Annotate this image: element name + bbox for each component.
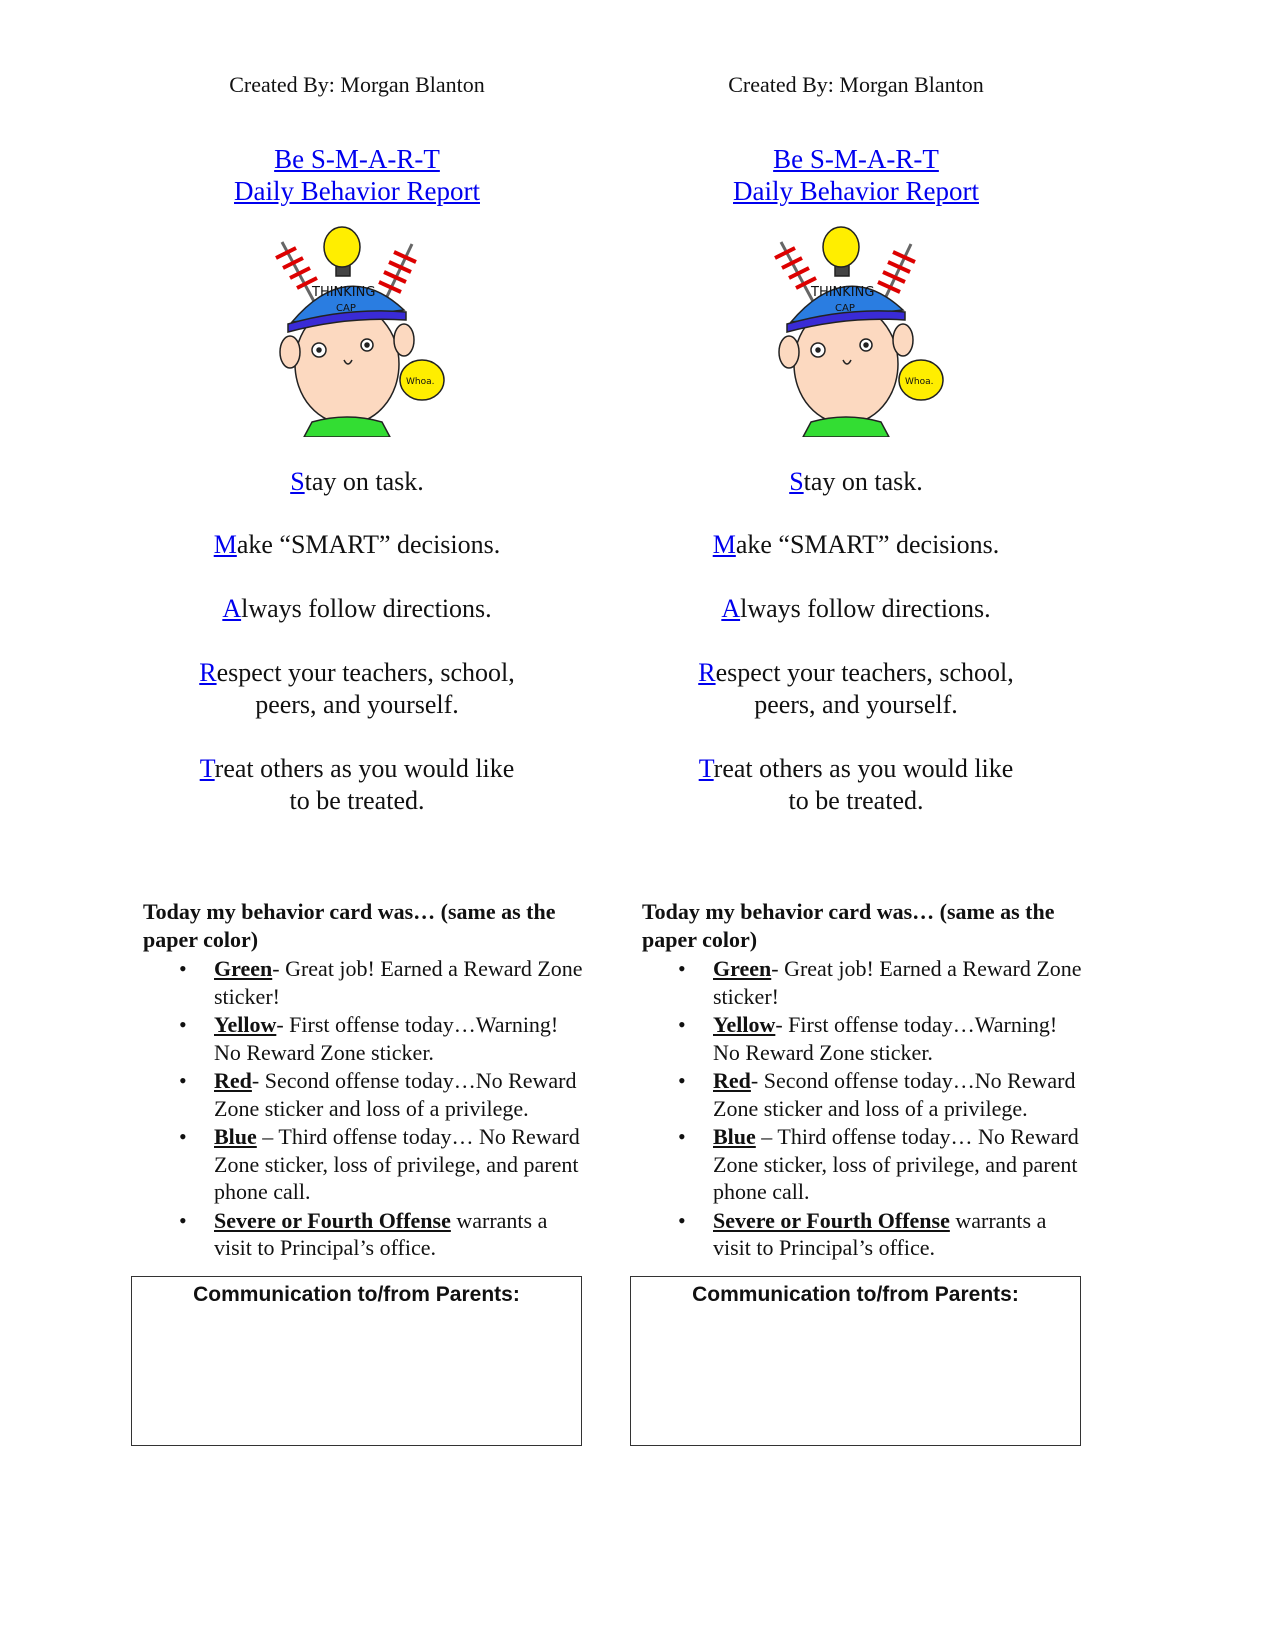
title-link-line1[interactable]: Be S-M-A-R-T: [274, 144, 440, 174]
behavior-section: [630, 898, 1082, 1446]
bullet-icon: •: [678, 1124, 686, 1149]
smart-rule: [606, 466, 1106, 498]
behavior-description: - Second offense today…No Reward Zone sticker and loss of a privilege.: [214, 1068, 577, 1121]
rule-text: lways follow directions.: [241, 594, 492, 623]
smart-rule: [107, 593, 607, 625]
behavior-section: [131, 898, 583, 1446]
report-title: [107, 143, 607, 207]
rule-text: espect your teachers, school,: [216, 658, 515, 687]
behavior-item-yellow: [143, 1011, 583, 1066]
bullet-icon: •: [678, 1068, 686, 1093]
rule-initial-link[interactable]: M: [712, 530, 736, 559]
behavior-color-label: Green: [214, 956, 273, 981]
behavior-item-blue: [642, 1123, 1082, 1206]
behavior-item-red: [143, 1067, 583, 1122]
thinking-cap-illustration: [771, 212, 951, 437]
rule-text-continued: peers, and yourself.: [754, 690, 958, 719]
bullet-icon: •: [179, 1012, 187, 1037]
rule-text-continued: peers, and yourself.: [255, 690, 459, 719]
rule-text: tay on task.: [803, 467, 923, 496]
behavior-report-card: [107, 0, 607, 1650]
rule-text: lways follow directions.: [740, 594, 991, 623]
rule-initial-link[interactable]: A: [222, 594, 242, 623]
title-link-line2[interactable]: Daily Behavior Report: [733, 176, 979, 206]
behavior-color-label: Blue: [214, 1124, 257, 1149]
behavior-color-label: Yellow: [713, 1012, 776, 1037]
author-credit: Created By: Morgan Blanton: [229, 72, 485, 97]
behavior-color-label: Red: [214, 1068, 252, 1093]
report-title: [606, 143, 1106, 207]
parent-communication-box[interactable]: [131, 1276, 582, 1446]
behavior-description: warrants a visit to Principal’s office.: [713, 1207, 1047, 1260]
behavior-color-label: Severe or Fourth Offense: [214, 1207, 451, 1233]
speech-bubble-text: Whoa.: [905, 377, 934, 387]
bullet-icon: •: [179, 1207, 187, 1233]
author-credit: Created By: Morgan Blanton: [728, 72, 984, 97]
behavior-color-label: Yellow: [214, 1012, 277, 1037]
behavior-description: - Great job! Earned a Reward Zone sticker!: [713, 956, 1082, 1009]
behavior-item-severe: [143, 1207, 583, 1262]
behavior-card-heading: Today my behavior card was… (same as the paper color): [143, 899, 556, 952]
behavior-color-label: Blue: [713, 1124, 756, 1149]
behavior-description: – Third offense today… No Reward Zone sticker, loss of privilege, and parent phone call.: [713, 1124, 1079, 1204]
rule-text: tay on task.: [304, 467, 424, 496]
rule-text: reat others as you would like: [214, 754, 515, 783]
behavior-card-heading: Today my behavior card was… (same as the paper color): [642, 899, 1055, 952]
communication-header: Communication to/from Parents:: [193, 1282, 520, 1306]
behavior-item-red: [642, 1067, 1082, 1122]
cap-text: THINKING: [312, 285, 376, 300]
behavior-item-severe: [642, 1207, 1082, 1262]
smart-rule: [107, 753, 607, 817]
smart-rule: [606, 657, 1106, 721]
behavior-report-card: [606, 0, 1106, 1650]
bullet-icon: •: [179, 956, 187, 981]
behavior-description: - First offense today…Warning! No Reward Zone sticker.: [214, 1012, 559, 1065]
rule-initial-link[interactable]: S: [290, 467, 305, 496]
bullet-icon: •: [678, 1012, 686, 1037]
rule-text: espect your teachers, school,: [715, 658, 1014, 687]
smart-rule: [107, 657, 607, 721]
rule-text: ake “SMART” decisions.: [735, 530, 1000, 559]
rule-text-continued: to be treated.: [289, 786, 425, 815]
rule-text-continued: to be treated.: [788, 786, 924, 815]
behavior-item-blue: [143, 1123, 583, 1206]
behavior-item-yellow: [642, 1011, 1082, 1066]
behavior-description: – Third offense today… No Reward Zone sticker, loss of privilege, and parent phone call.: [214, 1124, 580, 1204]
behavior-item-green: [143, 955, 583, 1010]
cap-subtext: CAP: [835, 303, 855, 314]
behavior-color-label: Green: [713, 956, 772, 981]
behavior-color-label: Severe or Fourth Offense: [713, 1207, 950, 1233]
smart-rule: [107, 466, 607, 498]
parent-communication-box[interactable]: [630, 1276, 1081, 1446]
behavior-description: - First offense today…Warning! No Reward Zone sticker.: [713, 1012, 1058, 1065]
rule-initial-link[interactable]: M: [213, 530, 237, 559]
speech-bubble-text: Whoa.: [406, 377, 435, 387]
smart-rule: [606, 593, 1106, 625]
rule-initial-link[interactable]: R: [199, 658, 217, 687]
rule-initial-link[interactable]: S: [789, 467, 804, 496]
title-link-line2[interactable]: Daily Behavior Report: [234, 176, 480, 206]
rule-initial-link[interactable]: R: [698, 658, 716, 687]
title-link-line1[interactable]: Be S-M-A-R-T: [773, 144, 939, 174]
communication-header: Communication to/from Parents:: [692, 1282, 1019, 1306]
cap-text: THINKING: [811, 285, 875, 300]
rule-text: reat others as you would like: [713, 754, 1014, 783]
bullet-icon: •: [179, 1124, 187, 1149]
behavior-description: warrants a visit to Principal’s office.: [214, 1207, 548, 1260]
thinking-cap-illustration: [272, 212, 452, 437]
bullet-icon: •: [678, 956, 686, 981]
behavior-description: - Second offense today…No Reward Zone sticker and loss of a privilege.: [713, 1068, 1076, 1121]
behavior-color-list: [143, 955, 583, 1262]
rule-initial-link[interactable]: A: [721, 594, 741, 623]
smart-rule: [606, 529, 1106, 561]
smart-rule: [107, 529, 607, 561]
rule-initial-link[interactable]: T: [199, 754, 215, 783]
behavior-color-list: [642, 955, 1082, 1262]
bullet-icon: •: [179, 1068, 187, 1093]
smart-rule: [606, 753, 1106, 817]
behavior-item-green: [642, 955, 1082, 1010]
behavior-description: - Great job! Earned a Reward Zone sticker!: [214, 956, 583, 1009]
bullet-icon: •: [678, 1207, 686, 1233]
rule-text: ake “SMART” decisions.: [236, 530, 501, 559]
rule-initial-link[interactable]: T: [698, 754, 714, 783]
behavior-color-label: Red: [713, 1068, 751, 1093]
cap-subtext: CAP: [336, 303, 356, 314]
